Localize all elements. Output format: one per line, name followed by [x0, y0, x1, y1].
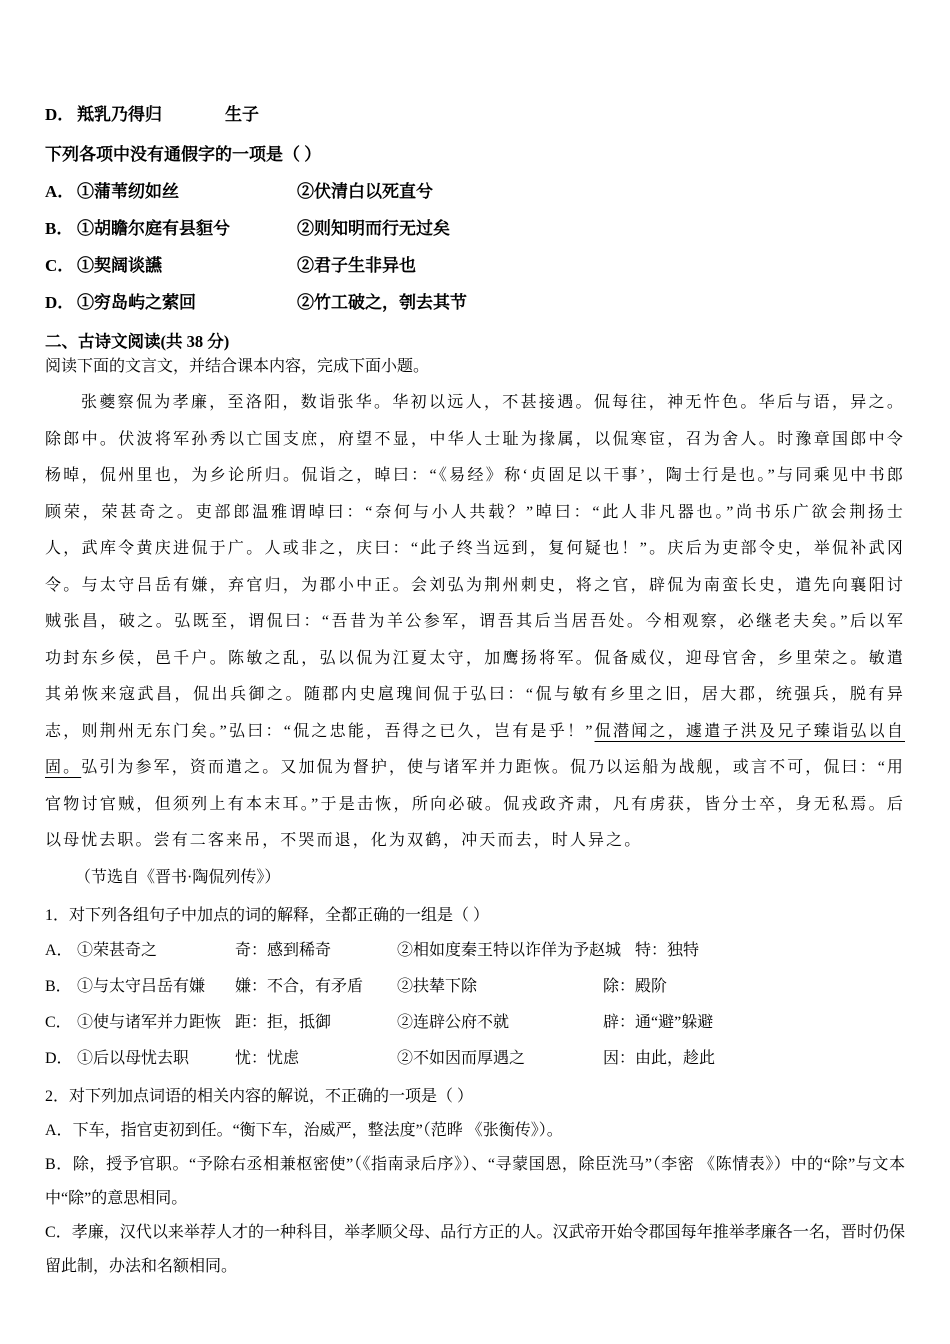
q1-phrase-1: ①后以母忧去职 [77, 1049, 190, 1067]
q2-option-c [45, 1216, 905, 1283]
option-label: A． [45, 182, 75, 201]
q1-phrase-1: ①与太守吕岳有嫌 [77, 977, 206, 995]
q1-gloss-2: 特：独特 [635, 941, 700, 959]
option-label: B． [45, 219, 74, 238]
section-intro: 阅读下面的文言文，并结合课本内容，完成下面小题。 [45, 358, 430, 375]
q1-gloss-2: 除：殿阶 [603, 977, 668, 995]
q1-phrase-2: ②相如度秦王特以诈佯为予赵城 [397, 941, 622, 959]
option-phrase-1: ①穷岛屿之萦回 [77, 293, 196, 312]
option-phrase: 羝乳乃得归 [77, 105, 162, 124]
passage-text-1: 张夔察侃为孝廉，至洛阳，数诣张华。华初以远人，不甚接遇。侃每往，神无忤色。华后与语，异之。除郎中。伏波将军孙秀以亡国支庶，府望不显，中华人士耻为掾属，以侃寒宦，召为舍人。时豫章国郎中令杨晫，侃州里也，为乡论所归。侃诣之，晫曰：“《易经》称‘贞固足以干事’，陶士行是也。”与同乘见中书郎顾荣，荣甚奇之。吏部郎温雅谓晫曰：“奈何与小人共载？”晫曰：“此人非凡器也。”尚书乐广欲会荆扬士人，武库令黄庆进侃于广。人或非之，庆曰：“此子终当远到，复何疑也！”。庆后为吏部令史，举侃补武冈令。与太守吕岳有嫌，弃官归，为郡小中正。会刘弘为荆州刺史，将之官，辟侃为南蛮长史，遣先向襄阳讨贼张昌，破之。弘既至，谓侃曰：“吾昔为羊公参军，谓吾其后当居吾处。今相观察，必继老夫矣。”后以军功封东乡侯，邑千户。陈敏之乱，弘以侃为江夏太守，加鹰扬将军。侃备威仪，迎母官舍，乡里荣之。敏遣其弟恢来寇武昌，侃出兵御之。随郡内史扈瑰间侃于弘曰：“侃与敏有乡里之旧，居大郡，统强兵，脱有异志，则荆州无东门矣。”弘曰：“侃之忠能，吾得之已久，岂有是乎！” [45, 394, 905, 740]
option-row-d [45, 284, 905, 321]
option-text: 孝廉，汉代以来举荐人才的一种科目，举孝顺父母、品行方正的人。汉武帝开始令郡国每年推举孝廉各一名，晋时仍保留此制，办法和名额相同。 [45, 1224, 905, 1275]
option-phrase-1: ①蒲苇纫如丝 [77, 182, 179, 201]
option-phrase-2: ②竹工破之，刳去其节 [297, 293, 467, 312]
passage-source: （节选自《晋书·陶侃列传》） [75, 868, 281, 886]
q1-option-b [45, 969, 905, 1005]
option-row-a [45, 173, 905, 210]
q1-option-d [45, 1041, 905, 1077]
option-label: C． [45, 256, 75, 275]
q1-gloss-2: 辟：通“避”躲避 [603, 1013, 714, 1031]
option-label: C． [45, 1224, 72, 1241]
q1-gloss-1: 忧：忧虑 [235, 1049, 300, 1067]
q2-option-a [45, 1114, 905, 1148]
option-phrase-1: ①胡瞻尔庭有县貆兮 [77, 219, 230, 238]
q2-option-b [45, 1148, 905, 1215]
q1-gloss-1: 距：拒，抵御 [235, 1013, 332, 1031]
q1-phrase-2: ②不如因而厚遇之 [397, 1049, 526, 1067]
passage [45, 385, 905, 860]
q1-phrase-1: ①荣甚奇之 [77, 941, 158, 959]
passage-text-2: 弘引为参军，资而遣之。又加侃为督护，使与诸军并力距恢。侃乃以运船为战舰，或言不可，侃曰：“用官物讨官贼，但须列上有本末耳。”于是击恢，所向必破。侃戎政齐肃，凡有虏获，皆分士卒，身无私焉。后以母忧去职。尝有二客来吊，不哭而退，化为双鹤，冲天而去，时人异之。 [45, 759, 906, 849]
option-phrase-2: ②则知明而行无过矣 [297, 219, 450, 238]
option-answer: 生子 [225, 105, 259, 124]
option-label: D． [45, 1049, 73, 1067]
option-text: 除，授予官职。“予除右丞相兼枢密使”（《指南录后序》）、“寻蒙国恩，除臣洗马”（李密 《陈情表》）中的“除”与文本中“除”的意思相同。 [45, 1156, 905, 1207]
option-row-c [45, 247, 905, 284]
option-label: A． [45, 1121, 73, 1139]
option-label: D． [45, 105, 75, 124]
option-label: D． [45, 293, 75, 312]
option-label: B． [45, 977, 72, 995]
question-2-stem: 2．对下列加点词语的相关内容的解说，不正确的一项是（ ） [45, 1087, 474, 1105]
q1-phrase-2: ②扶辇下除 [397, 977, 478, 995]
q1-gloss-1: 嫌：不合，有矛盾 [235, 977, 364, 995]
question-1-stem: 1．对下列各组句子中加点的词的解释，全都正确的一组是（ ） [45, 906, 490, 924]
option-label: C． [45, 1013, 72, 1031]
option-row-b [45, 210, 905, 247]
q1-gloss-1: 奇：感到稀奇 [235, 941, 332, 959]
q1-gloss-2: 因：由此，趁此 [603, 1049, 716, 1067]
q1-phrase-2: ②连辟公府不就 [397, 1013, 510, 1031]
option-phrase-2: ②君子生非异也 [297, 256, 416, 275]
section-title: 二、古诗文阅读(共 38 分) [45, 332, 230, 351]
passage-underlined-text: 侃潜闻之，遽遣子洪及兄子臻诣弘以自固。 [45, 722, 905, 776]
option-phrase-1: ①契阔谈讌 [77, 256, 162, 275]
q1-phrase-1: ①使与诸军并力距恢 [77, 1013, 222, 1031]
option-label: B． [45, 1156, 73, 1173]
option-label: A． [45, 941, 73, 959]
question-tongjiazi-stem: 下列各项中没有通假字的一项是（ ） [45, 145, 322, 164]
q1-option-a [45, 933, 905, 969]
option-phrase-2: ②伏清白以死直兮 [297, 182, 433, 201]
option-text: 下车，指官吏初到任。“衡下车，治威严，整法度”（范晔 《张衡传》）。 [72, 1121, 563, 1139]
q1-option-c [45, 1005, 905, 1041]
option-row-d-previous [45, 96, 905, 133]
